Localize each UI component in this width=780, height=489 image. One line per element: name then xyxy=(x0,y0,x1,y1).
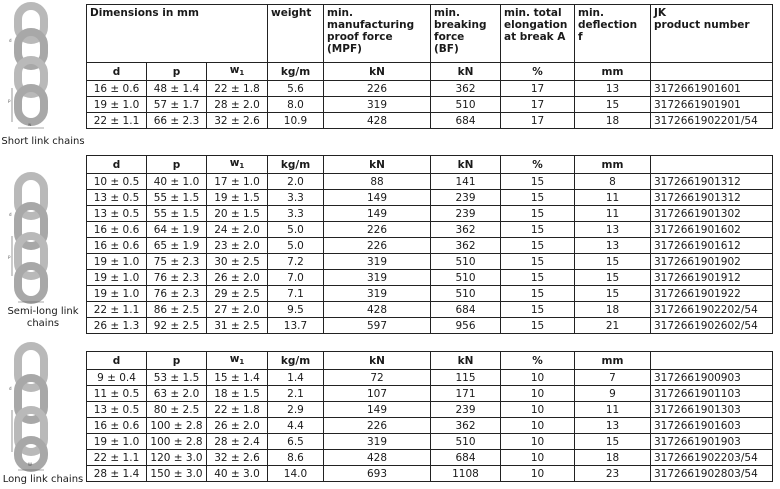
table-cell: 226 xyxy=(324,222,431,238)
table-cell: 28 ± 1.4 xyxy=(87,466,147,482)
table-cell: 141 xyxy=(431,174,501,190)
table-cell: 11 xyxy=(575,190,651,206)
table-cell: 9 ± 0.4 xyxy=(87,370,147,386)
table-row xyxy=(87,370,773,386)
table-cell: 23 ± 2.0 xyxy=(207,238,268,254)
table-cell: 10 xyxy=(501,450,575,466)
table-cell: 2.9 xyxy=(268,402,324,418)
table-row xyxy=(87,270,773,286)
table-cell: 17 xyxy=(501,81,575,97)
table-cell: 15 xyxy=(575,434,651,450)
table-cell: 18 xyxy=(575,302,651,318)
svg-text:W: W xyxy=(28,462,32,467)
dimensions-header: Dimensions in mm xyxy=(87,5,268,63)
table-cell: 16 ± 0.6 xyxy=(87,222,147,238)
table-cell: 13 ± 0.5 xyxy=(87,402,147,418)
table-cell: 3172661902602/54 xyxy=(651,318,773,334)
table-cell: 32 ± 2.6 xyxy=(207,450,268,466)
table-cell: 319 xyxy=(324,286,431,302)
semi-long-link-chain-drawing xyxy=(8,172,66,304)
table-cell: 3172661902203/54 xyxy=(651,450,773,466)
table-cell: 15 xyxy=(501,206,575,222)
table-cell: 14.0 xyxy=(268,466,324,482)
table-cell: 30 ± 2.5 xyxy=(207,254,268,270)
table-cell: 57 ± 1.7 xyxy=(147,97,207,113)
table-cell: 510 xyxy=(431,434,501,450)
svg-text:d: d xyxy=(9,386,12,391)
table-cell: 8.0 xyxy=(268,97,324,113)
table-cell: 19 ± 1.0 xyxy=(87,434,147,450)
table-cell: 9.5 xyxy=(268,302,324,318)
table-cell: 11 xyxy=(575,402,651,418)
table-cell: 75 ± 2.3 xyxy=(147,254,207,270)
table-cell: 428 xyxy=(324,302,431,318)
table-cell: 19 ± 1.5 xyxy=(207,190,268,206)
table-cell: 150 ± 3.0 xyxy=(147,466,207,482)
table-cell: 11 ± 0.5 xyxy=(87,386,147,402)
table-cell: 10 xyxy=(501,466,575,482)
table-row xyxy=(87,286,773,302)
table-cell: 9 xyxy=(575,386,651,402)
table-cell: 239 xyxy=(431,206,501,222)
table-cell: 3.3 xyxy=(268,190,324,206)
table-cell: 22 ± 1.8 xyxy=(207,402,268,418)
long-link-chain-drawing xyxy=(8,342,66,472)
table-cell: 319 xyxy=(324,254,431,270)
table-cell: 4.4 xyxy=(268,418,324,434)
table-cell: 16 ± 0.6 xyxy=(87,418,147,434)
table-cell: 13 xyxy=(575,81,651,97)
table-cell: 597 xyxy=(324,318,431,334)
table-cell: 15 xyxy=(501,318,575,334)
table-cell: 3172661901901 xyxy=(651,97,773,113)
table-cell: 8.6 xyxy=(268,450,324,466)
product-number-header: JK product number xyxy=(651,5,773,63)
table-row xyxy=(87,386,773,402)
table-cell: 684 xyxy=(431,302,501,318)
table-cell: 10 xyxy=(501,402,575,418)
table-cell: 7.2 xyxy=(268,254,324,270)
table-row xyxy=(87,81,773,97)
table-cell: 319 xyxy=(324,434,431,450)
table-cell: 226 xyxy=(324,238,431,254)
table-cell: 23 xyxy=(575,466,651,482)
table-cell: 22 ± 1.1 xyxy=(87,113,147,129)
table-cell: 17 xyxy=(501,97,575,113)
table-cell: 76 ± 2.3 xyxy=(147,286,207,302)
table-cell: 19 ± 1.0 xyxy=(87,270,147,286)
table-cell: 10 xyxy=(501,418,575,434)
chain-sidebar xyxy=(0,0,86,489)
table-cell: 22 ± 1.1 xyxy=(87,450,147,466)
table-cell: 19 ± 1.0 xyxy=(87,97,147,113)
table-cell: 1.4 xyxy=(268,370,324,386)
table-cell: 3172661901312 xyxy=(651,174,773,190)
table-cell: 18 xyxy=(575,113,651,129)
table-cell: 13 xyxy=(575,222,651,238)
table-cell: 27 ± 2.0 xyxy=(207,302,268,318)
table-cell: 13 xyxy=(575,238,651,254)
table-cell: 17 xyxy=(501,113,575,129)
table-cell: 1108 xyxy=(431,466,501,482)
table-cell: 26 ± 2.0 xyxy=(207,418,268,434)
table-cell: 13 xyxy=(575,418,651,434)
table-cell: 40 ± 1.0 xyxy=(147,174,207,190)
table-cell: 10 xyxy=(501,434,575,450)
table-cell: 3172661901902 xyxy=(651,254,773,270)
table-cell: 5.0 xyxy=(268,222,324,238)
table-cell: 319 xyxy=(324,270,431,286)
table-cell: 5.6 xyxy=(268,81,324,97)
table-cell: 16 ± 0.6 xyxy=(87,238,147,254)
table-cell: 32 ± 2.6 xyxy=(207,113,268,129)
table-cell: 3172661901922 xyxy=(651,286,773,302)
deflection-header: min. deflection f xyxy=(575,5,651,63)
table-cell: 65 ± 1.9 xyxy=(147,238,207,254)
table-cell: 28 ± 2.0 xyxy=(207,97,268,113)
table-cell: 7.0 xyxy=(268,270,324,286)
table-cell: 15 xyxy=(575,254,651,270)
units-row: d p $w_1$ kg/m kN kN % mm xyxy=(87,156,773,174)
table-cell: 100 ± 2.8 xyxy=(147,434,207,450)
table-cell: 18 ± 1.5 xyxy=(207,386,268,402)
table-row xyxy=(87,206,773,222)
table-cell: 26 ± 1.3 xyxy=(87,318,147,334)
table-cell: 428 xyxy=(324,113,431,129)
table-cell: 15 xyxy=(501,190,575,206)
table-row xyxy=(87,254,773,270)
table-cell: 15 ± 1.4 xyxy=(207,370,268,386)
table-cell: 149 xyxy=(324,190,431,206)
table-cell: 15 xyxy=(501,302,575,318)
table-cell: 15 xyxy=(575,286,651,302)
table-cell: 362 xyxy=(431,222,501,238)
table-cell: 11 xyxy=(575,206,651,222)
caption-short-link-chains: Short link chains xyxy=(1,136,85,147)
table-cell: 15 xyxy=(575,97,651,113)
table-cell: 15 xyxy=(501,238,575,254)
table-row xyxy=(87,450,773,466)
table-cell: 26 ± 2.0 xyxy=(207,270,268,286)
table-cell: 107 xyxy=(324,386,431,402)
table-cell: 28 ± 2.4 xyxy=(207,434,268,450)
table-cell: 362 xyxy=(431,81,501,97)
table-cell: 21 xyxy=(575,318,651,334)
caption-long-link-chains: Long link chains xyxy=(2,474,84,485)
table-cell: 319 xyxy=(324,97,431,113)
table-cell: 6.5 xyxy=(268,434,324,450)
table-cell: 3172661902803/54 xyxy=(651,466,773,482)
table-cell: 64 ± 1.9 xyxy=(147,222,207,238)
table-cell: 31 ± 2.5 xyxy=(207,318,268,334)
table-cell: 24 ± 2.0 xyxy=(207,222,268,238)
table-cell: 693 xyxy=(324,466,431,482)
table-cell: 15 xyxy=(501,222,575,238)
table-cell: 80 ± 2.5 xyxy=(147,402,207,418)
table-cell: 22 ± 1.1 xyxy=(87,302,147,318)
table-cell: 17 ± 1.0 xyxy=(207,174,268,190)
table-cell: 15 xyxy=(501,286,575,302)
mpf-header: min. manufacturing proof force (MPF) xyxy=(324,5,431,63)
table-cell: 15 xyxy=(501,270,575,286)
table-cell: 10 xyxy=(501,370,575,386)
table-cell: 2.1 xyxy=(268,386,324,402)
table-cell: 18 xyxy=(575,450,651,466)
table-cell: 100 ± 2.8 xyxy=(147,418,207,434)
table-row xyxy=(87,466,773,482)
table-cell: 3172661901601 xyxy=(651,81,773,97)
table-cell: 239 xyxy=(431,190,501,206)
table-cell: 13 ± 0.5 xyxy=(87,206,147,222)
table-cell: 5.0 xyxy=(268,238,324,254)
table-cell: 88 xyxy=(324,174,431,190)
table-cell: 149 xyxy=(324,402,431,418)
table-cell: 115 xyxy=(431,370,501,386)
bf-header: min. breaking force (BF) xyxy=(431,5,501,63)
table-cell: 510 xyxy=(431,97,501,113)
table-cell: 86 ± 2.5 xyxy=(147,302,207,318)
caption-semi-long-link-chains: Semi-long link chains xyxy=(7,306,79,329)
table-row xyxy=(87,318,773,334)
table-cell: 226 xyxy=(324,418,431,434)
table-cell: 15 xyxy=(575,270,651,286)
table-row xyxy=(87,174,773,190)
table-cell: 13.7 xyxy=(268,318,324,334)
table-cell: 3172661901903 xyxy=(651,434,773,450)
table-cell: 120 ± 3.0 xyxy=(147,450,207,466)
table-cell: 92 ± 2.5 xyxy=(147,318,207,334)
table-cell: 72 xyxy=(324,370,431,386)
table-cell: 2.0 xyxy=(268,174,324,190)
table-row xyxy=(87,402,773,418)
table-cell: 3172661902202/54 xyxy=(651,302,773,318)
table-cell: 510 xyxy=(431,270,501,286)
table-cell: 7 xyxy=(575,370,651,386)
table-cell: 510 xyxy=(431,254,501,270)
table-cell: 239 xyxy=(431,402,501,418)
table-cell: 15 xyxy=(501,174,575,190)
table-cell: 3.3 xyxy=(268,206,324,222)
table-cell: 3172661901103 xyxy=(651,386,773,402)
table-header-row xyxy=(87,5,773,63)
table-cell: 16 ± 0.6 xyxy=(87,81,147,97)
units-row: d p $w_1$ kg/m kN kN % mm xyxy=(87,352,773,370)
elongation-header: min. total elongation at break A xyxy=(501,5,575,63)
table-cell: 510 xyxy=(431,286,501,302)
table-cell: 53 ± 1.5 xyxy=(147,370,207,386)
table-cell: 13 ± 0.5 xyxy=(87,190,147,206)
table-cell: 3172661902201/54 xyxy=(651,113,773,129)
table-cell: 19 ± 1.0 xyxy=(87,254,147,270)
table-cell: 684 xyxy=(431,450,501,466)
table-row xyxy=(87,434,773,450)
table-cell: 3172661900903 xyxy=(651,370,773,386)
table-row xyxy=(87,238,773,254)
table-cell: 15 xyxy=(501,254,575,270)
table-row xyxy=(87,190,773,206)
table-cell: 10 xyxy=(501,386,575,402)
table-cell: 3172661901603 xyxy=(651,418,773,434)
table-cell: 684 xyxy=(431,113,501,129)
table-cell: 20 ± 1.5 xyxy=(207,206,268,222)
table-cell: 3172661901303 xyxy=(651,402,773,418)
table-cell: 8 xyxy=(575,174,651,190)
semi-long-link-chains-table xyxy=(86,155,773,334)
table-cell: 48 ± 1.4 xyxy=(147,81,207,97)
table-cell: 66 ± 2.3 xyxy=(147,113,207,129)
table-cell: 40 ± 3.0 xyxy=(207,466,268,482)
table-cell: 22 ± 1.8 xyxy=(207,81,268,97)
table-cell: 3172661901602 xyxy=(651,222,773,238)
p-dimension-label: p xyxy=(8,98,11,103)
table-row xyxy=(87,418,773,434)
table-cell: 428 xyxy=(324,450,431,466)
table-cell: 226 xyxy=(324,81,431,97)
table-cell: 171 xyxy=(431,386,501,402)
long-link-chains-table xyxy=(86,351,773,482)
table-cell: 149 xyxy=(324,206,431,222)
units-row: d p $w_1$ kg/m kN kN % mm xyxy=(87,63,773,81)
table-cell: 29 ± 2.5 xyxy=(207,286,268,302)
table-cell: 362 xyxy=(431,418,501,434)
table-row xyxy=(87,97,773,113)
table-row xyxy=(87,302,773,318)
table-cell: 63 ± 2.0 xyxy=(147,386,207,402)
d-dimension-label: d xyxy=(9,38,12,43)
svg-text:d: d xyxy=(9,212,12,217)
table-cell: 362 xyxy=(431,238,501,254)
table-row xyxy=(87,113,773,129)
w-dimension-label: w xyxy=(28,122,32,127)
table-cell: 55 ± 1.5 xyxy=(147,206,207,222)
table-cell: 956 xyxy=(431,318,501,334)
table-cell: 76 ± 2.3 xyxy=(147,270,207,286)
table-cell: 3172661901912 xyxy=(651,270,773,286)
svg-text:p: p xyxy=(8,254,11,259)
table-row xyxy=(87,222,773,238)
table-cell: 10.9 xyxy=(268,113,324,129)
table-cell: 10 ± 0.5 xyxy=(87,174,147,190)
table-cell: 3172661901612 xyxy=(651,238,773,254)
weight-header: weight xyxy=(268,5,324,63)
table-cell: 19 ± 1.0 xyxy=(87,286,147,302)
table-cell: 7.1 xyxy=(268,286,324,302)
short-link-chains-table xyxy=(86,4,773,129)
short-link-chain-drawing xyxy=(8,2,66,132)
table-cell: 3172661901302 xyxy=(651,206,773,222)
table-cell: 55 ± 1.5 xyxy=(147,190,207,206)
table-cell: 3172661901312 xyxy=(651,190,773,206)
